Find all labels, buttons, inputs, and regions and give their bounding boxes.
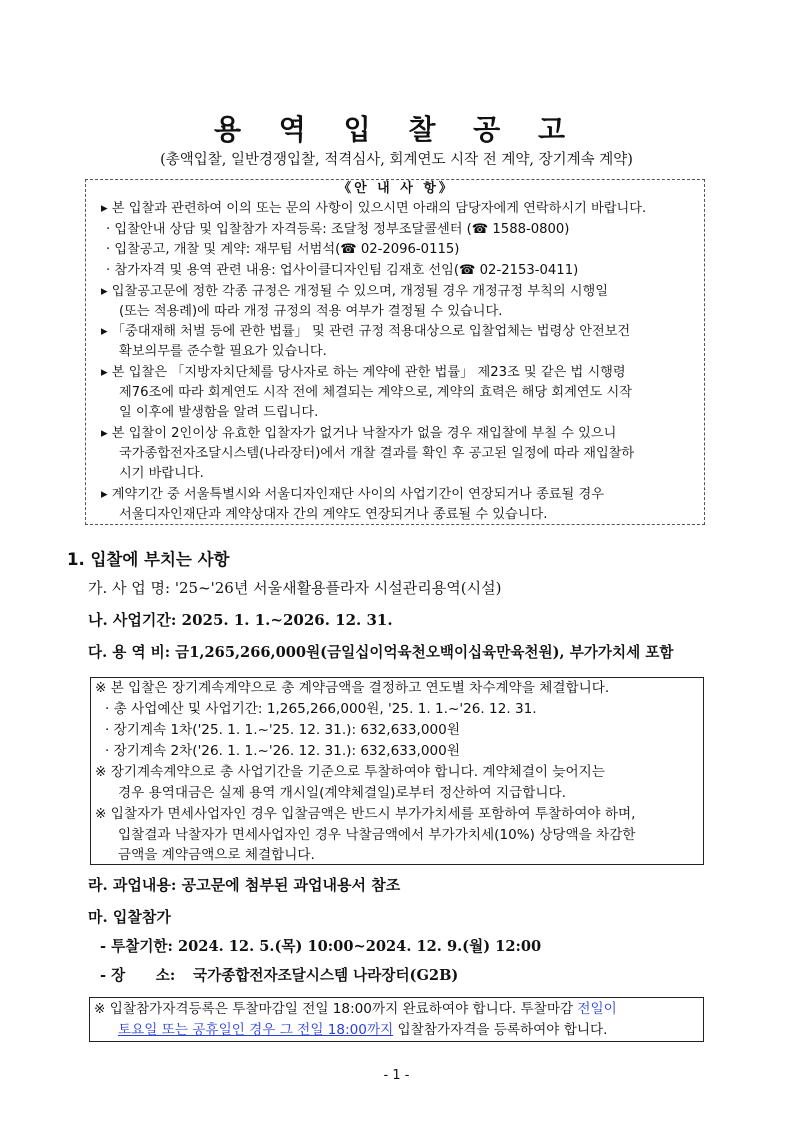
note-line: 입찰결과 낙찰자가 면세사업자인 경우 낙찰금액에서 부가가치세(10%) 상당액을 차감한 bbox=[118, 827, 636, 843]
note-line: 경우 용역대금은 실제 용역 개시일(계약체결일)로부터 정산하여 지급합니다. bbox=[118, 785, 566, 801]
note-line: · 장기계속 1차('25. 1. 1.~'25. 12. 31.): 632,633,000원 bbox=[105, 722, 460, 738]
notice-line: 국가종합전자조달시스템(나라장터)에서 개찰 결과를 확인 후 공고된 일정에 따라 재입찰하 bbox=[119, 446, 635, 461]
registration-note-line: 토요일 또는 공휴일인 경우 그 전일 18:00까지 입찰참가자격을 등록하여야 합니다. bbox=[118, 1022, 608, 1038]
note-line: ※ 입찰자가 면세사업자인 경우 입찰금액은 반드시 부가가치세를 포함하여 투찰하여야 하며, bbox=[95, 806, 636, 822]
page-number: - 1 - bbox=[383, 1068, 410, 1083]
bid-location-label: - 장 소: bbox=[100, 967, 176, 984]
notice-line: ▸ 계약기간 중 서울특별시와 서울디자인재단 사이의 사업기간이 연장되거나 종료될 경우 bbox=[101, 487, 604, 502]
item-project-name: 가. 사 업 명: '25~'26년 서울새활용플라자 시설관리용역(시설) bbox=[88, 579, 502, 597]
notice-line: ▸ 입찰공고문에 정한 각종 규정은 개정될 수 있으며, 개정될 경우 개정규정 부칙의 시행일 bbox=[101, 284, 608, 299]
notice-line: · 입찰공고, 개찰 및 계약: 재무팀 서범석(☎ 02-2096-0115) bbox=[106, 242, 460, 257]
item-task-content: 라. 과업내용: 공고문에 첨부된 과업내용서 참조 bbox=[88, 876, 401, 894]
note-line: · 장기계속 2차('26. 1. 1.~'26. 12. 31.): 632,633,000원 bbox=[105, 743, 460, 759]
page-subtitle: (총액입찰, 일반경쟁입찰, 적격심사, 회계연도 시작 전 계약, 장기계속 계약) bbox=[160, 152, 633, 168]
notice-line: ▸ 본 입찰이 2인이상 유효한 입찰자가 없거나 낙찰자가 없을 경우 재입찰에 부칠 수 있으니 bbox=[101, 426, 617, 441]
notice-line: 제76조에 따라 회계연도 시작 전에 체결되는 계약으로, 계약의 효력은 해당 회계연도 시작 bbox=[119, 385, 632, 400]
section-heading: 1. 입찰에 부치는 사항 bbox=[67, 550, 230, 569]
notice-line: ▸ 「중대재해 처벌 등에 관한 법률」 및 관련 규정 적용대상으로 입찰업체는 법령상 안전보건 bbox=[101, 324, 631, 339]
notice-line: 서울디자인재단과 계약상대자 간의 계약도 연장되거나 종료될 수 있습니다. bbox=[119, 507, 548, 522]
page-title: 용 역 입 찰 공 고 bbox=[213, 113, 580, 146]
item-service-cost: 다. 용 역 비: 금1,265,266,000원(금일십이억육천오백이십육만육천원), 부가가치세 포함 bbox=[88, 644, 674, 661]
bid-deadline: - 투찰기한: 2024. 12. 5.(목) 10:00~2024. 12. 9.(월) 12:00 bbox=[100, 938, 542, 955]
notice-heading: 《안 내 사 항》 bbox=[0, 177, 793, 196]
registration-note-line: ※ 입찰참가자격등록은 투찰마감일 전일 18:00까지 완료하여야 합니다. 투찰마감 전일이 bbox=[94, 1001, 617, 1017]
notice-line: ▸ 본 입찰과 관련하여 이의 또는 문의 사항이 있으시면 아래의 담당자에게 연락하시기 바랍니다. bbox=[101, 201, 647, 216]
note-line: 금액을 계약금액으로 체결합니다. bbox=[118, 847, 315, 863]
notice-line: · 입찰안내 상담 및 입찰참가 자격등록: 조달청 정부조달콜센터 (☎ 1588-0800) bbox=[106, 222, 570, 237]
notice-line: 일 이후에 발생함을 알려 드립니다. bbox=[119, 405, 319, 420]
bid-location-value: 국가종합전자조달시스템 나라장터(G2B) bbox=[193, 967, 459, 984]
notice-line: · 참가자격 및 용역 관련 내용: 업사이클디자인팀 김재호 선임(☎ 02-2153-0411) bbox=[106, 263, 579, 278]
item-project-period: 나. 사업기간: 2025. 1. 1.~2026. 12. 31. bbox=[88, 611, 393, 629]
notice-line: (또는 적용례)에 따라 개정 규정의 적용 여부가 결정될 수 있습니다. bbox=[119, 304, 503, 319]
note-line: ※ 장기계속계약으로 총 사업기간을 기준으로 투찰하여야 합니다. 계약체결이 늦어지는 bbox=[95, 764, 605, 780]
notice-line: ▸ 본 입찰은 「지방자치단체를 당사자로 하는 계약에 관한 법률」 제23조 및 같은 법 시행령 bbox=[101, 365, 626, 380]
note-line: ※ 본 입찰은 장기계속계약으로 총 계약금액을 결정하고 연도별 차수계약을 체결합니다. bbox=[95, 680, 610, 696]
note-line: · 총 사업예산 및 사업기간: 1,265,266,000원, '25. 1. 1.~'26. 12. 31. bbox=[105, 701, 537, 717]
item-bid-participation: 마. 입찰참가 bbox=[88, 908, 171, 926]
notice-line: 시기 바랍니다. bbox=[119, 466, 204, 481]
notice-line: 확보의무를 준수할 필요가 있습니다. bbox=[119, 344, 327, 359]
